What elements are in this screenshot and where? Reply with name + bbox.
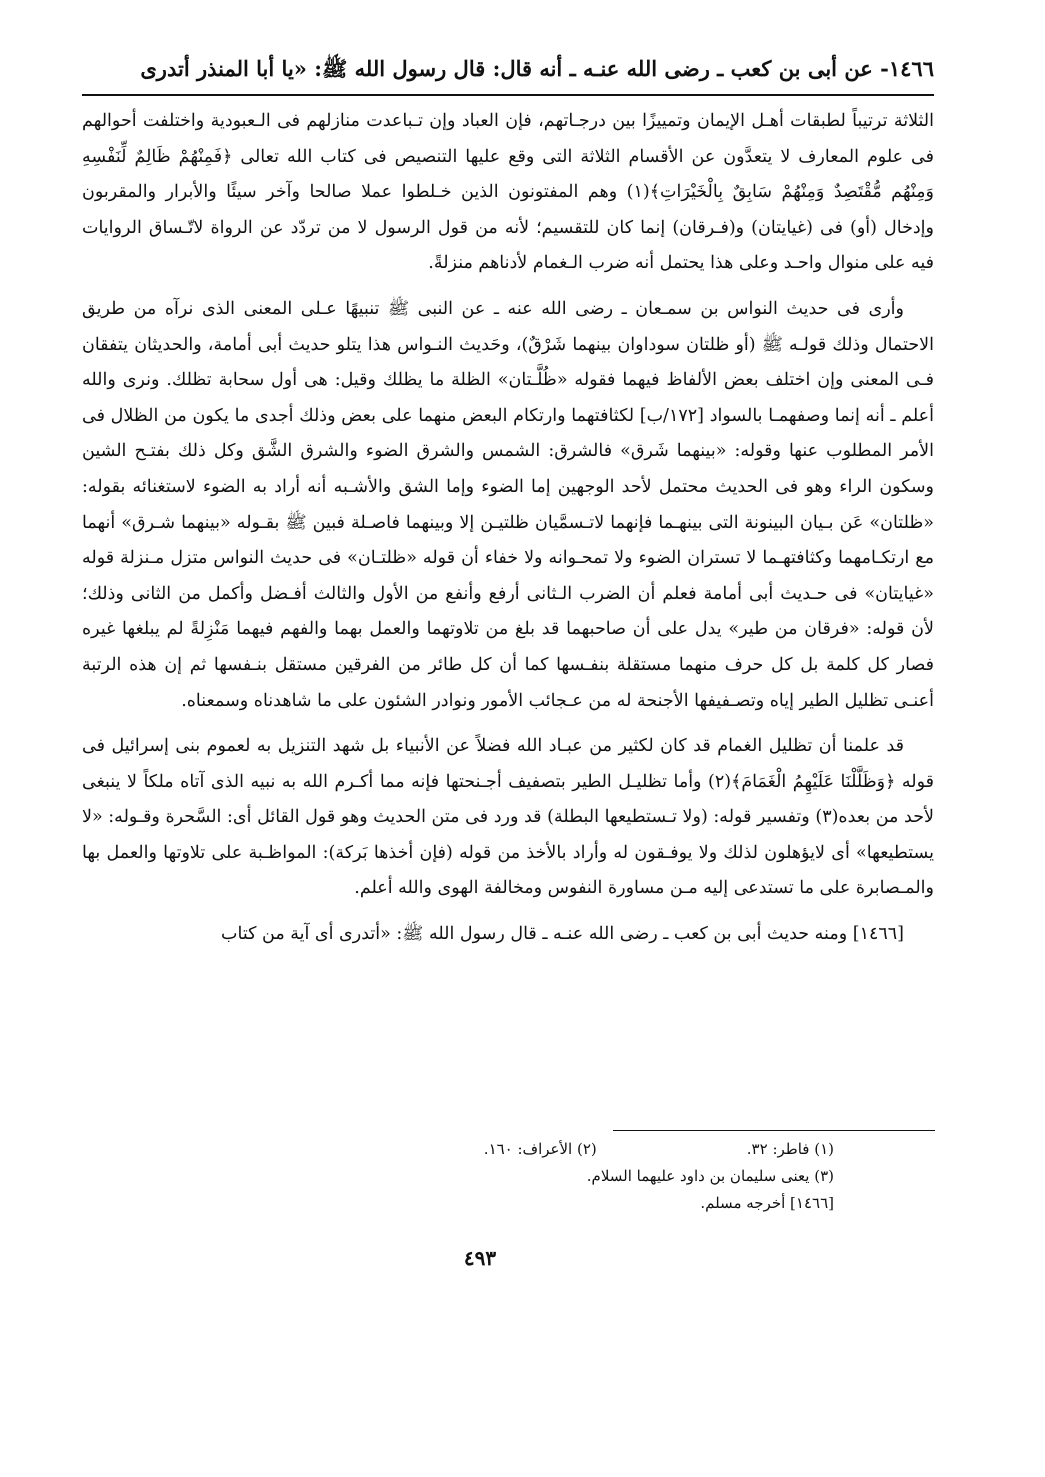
paragraph-1: الثلاثة ترتيباً لطبقات أهـل الإيمان وتمييزًا بين درجـاتهم، فإن العباد وإن تـباعدت منازلهم فى الـعبودية واختلفت أحوالهم فى علوم المعارف لا يتعدَّون عن الأقسام الثلاثة التى وقع عليها التنصيص فى كتاب الله تعالى ﴿فَمِنْهُمْ ظَالِمٌ لِّنَفْسِهِ وَمِنْهُم مُّقْتَصِدٌ وَمِنْهُمْ سَابِقٌ بِالْخَيْرَاتِ﴾(١) وهم المفتونون الذين خـلطوا عملا صالحا وآخر سيئًا والأبرار والمقربون وإدخال (أو) فى (غيايتان) و(فـرقان) إنما كان للتقسيم؛ لأنه من قول الرسول لا من تردّد عن الرواة لاتّـساق الروايات فيه على منوال واحـد وعلى هذا يحتمل أنه ضرب الـغمام لأدناهم منزلةً.	[82, 111, 935, 274]
header-divider	[82, 94, 934, 96]
footnote-2: (٢) الأعراف: ١٦٠.	[483, 1140, 597, 1158]
footnote-divider	[613, 1130, 935, 1131]
paragraph-3: قد علمنا أن تظليل الغمام قد كان لكثير من عبـاد الله فضلاً عن الأنبياء بل شهد التنزيل به لعموم بنى إسرائيل فى قوله ﴿وَظَلَّلْنَا عَلَيْهِمُ الْغَمَامَ﴾(٢) وأما تظليـل الطير بتصفيف أجـنحتها فإنه مما أكـرم الله به نبيه الذى آتاه ملكاً لا ينبغى لأحد من بعده(٣) وتفسير قوله: (ولا تـستطيعها البطلة) قد ورد فى متن الحديث وهو قول القائل أى: السَّحرة وقـوله: «لا يستطيعها» أى لايؤهلون لذلك ولا يوفـقون له وأراد بالأخذ من قوله (فإن أخذها بَركة): المواظـبة على تلاوتها والعمل بها والمـصابرة على ما تستدعى إليه مـن مساورة النفوس ومخالفة الهوى والله أعلم.	[82, 736, 934, 899]
footnotes	[300, 1136, 834, 1217]
main-text	[82, 104, 934, 963]
paragraph-2: وأرى فى حديث النواس بن سمـعان ـ رضى الله عنه ـ عن النبى ﷺ تنبيهًا عـلى المعنى الذى نرآه من طريق الاحتمال وذلك قولـه ﷺ (أو ظلتان سوداوان بينهما شَرْقٌ)، وحَديث النـواس هذا يتلو حديث أبى أمامة، والحديثان يتفقان فـى المعنى وإن اختلف بعض الألفاظ فيهما فقوله «ظُلَّـتان» الظلة ما يظلك وقيل: هى أول سحابة تظلك. ونرى والله أعلم ـ أنه إنما وصفهمـا بالسواد [١٧٢/ب] لكثافتهما وارتكام البعض منهما على بعض وذلك أجدى ما يكون من الظلال فى الأمر المطلوب عنها وقوله: «بينهما شَرق» فالشرق: الشمس والشرق الضوء والشرق الشَّق وكل ذلك بفتـح الشين وسكون الراء وهو فى الحديث محتمل لأحد الوجهين إما الضوء وإما الشق والأشـبه أنه أراد به الضوء لاستغنائه بقوله: «ظلتان» عَن بـيان البينونة التى بينهـما فإنهما لاتـسمَّيان ظلتيـن إلا وبينهما فاصـلة فبين ﷺ بقـوله «بينهما شـرق» أنهما مع ارتكـامهما وكثافتهـما لا تستران الضوء ولا تمحـوانه ولا خفاء أن قوله «ظلتـان» فى حديث النواس متزل مـنزلة قوله «غيايتان» فى حـديث أبى أمامة فعلم أن الضرب الـثانى أرفع وأنفع من الأول والثالث أفـضل وأكمل من الثانى وذلك؛ لأن قوله: «فرقان من طير» يدل على أن صاحبهما قد بلغ من تلاوتهما والعمل بهما والفهم فيهما مَنْزِلةً لم يبلغها غيره فصار كل كلمة بل كل حرف منهما مستقلة بنفـسها كما أن كل طائر من الفرقين مستقل بنـفسها ثم إن هذه الرتبة أعنـى تظليل الطير إياه وتصـفيفها الأجنحة له من عـجائب الأمور ونوادر الشئون على ما شاهدناه وسمعناه.	[82, 298, 934, 711]
footnote-4: [١٤٦٦] أخرجه مسلم.	[700, 1194, 834, 1212]
footnote-row-1	[300, 1136, 834, 1163]
paragraph-4: [١٤٦٦] ومنه حديث أبى بن كعب ـ رضى الله عنـه ـ قال رسول الله ﷺ: «أتدرى أى آية من كتاب	[221, 924, 904, 945]
footnote-1: (١) فاطر: ٣٢.	[746, 1140, 834, 1158]
page-number: ٤٩٣	[463, 1246, 497, 1270]
footnote-3: (٣) يعنى سليمان بن داود عليهما السلام.	[586, 1167, 834, 1185]
running-header: ١٤٦٦- عن أبى بن كعب ـ رضى الله عنـه ـ أنه قال: قال رسول الله ﷺ: «يا أبا المنذر أتدرى	[140, 56, 934, 81]
